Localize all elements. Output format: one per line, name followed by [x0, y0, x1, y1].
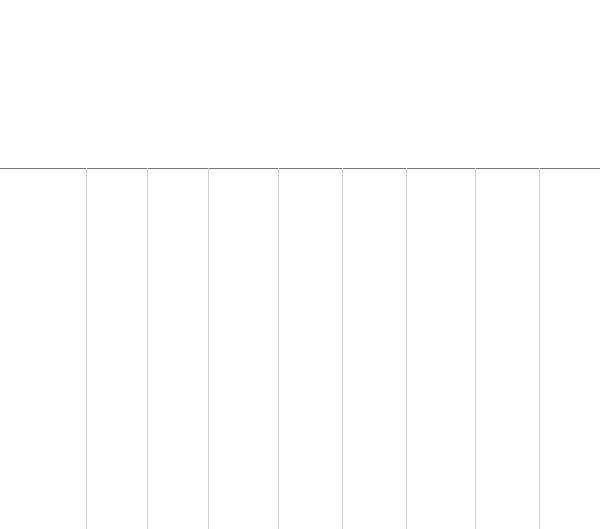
- grid-line: [342, 168, 343, 529]
- grid-line: [278, 168, 279, 529]
- grid-line: [208, 168, 209, 529]
- grid-line: [539, 168, 540, 529]
- grid-line: [86, 168, 87, 529]
- grid-line: [475, 168, 476, 529]
- grid-line: [406, 168, 407, 529]
- grid-line: [147, 168, 148, 529]
- notice-paragraph: [4, 40, 596, 57]
- table-top-rule: [0, 168, 600, 169]
